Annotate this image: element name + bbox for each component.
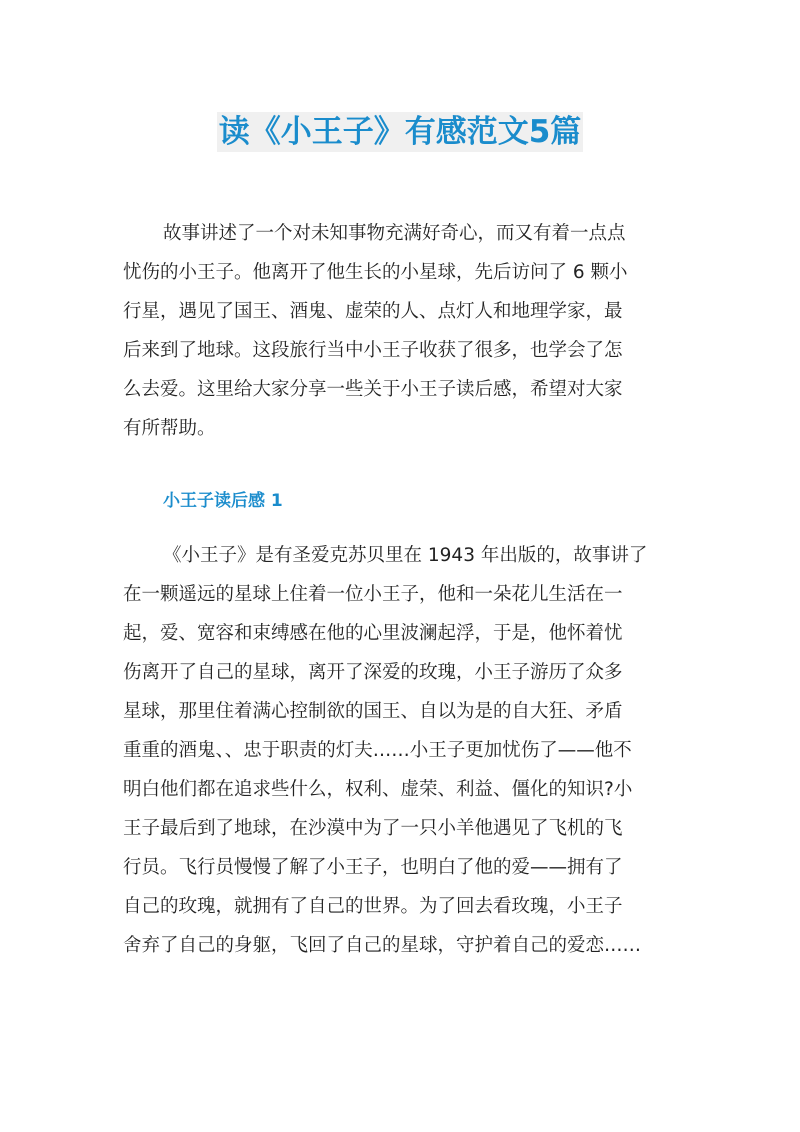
body-paragraph	[123, 536, 683, 965]
intro-paragraph	[123, 214, 683, 448]
text-line: 行员。飞行员慢慢了解了小王子，也明白了他的爱——拥有了	[123, 857, 623, 878]
section-heading: 小王子读后感 1	[163, 491, 283, 511]
text-line: 在一颗遥远的星球上住着一位小王子，他和一朵花儿生活在一	[123, 584, 623, 605]
text-line: 行星，遇见了国王、酒鬼、虚荣的人、点灯人和地理学家，最	[123, 301, 623, 322]
text-line: 重重的酒鬼、、忠于职责的灯夫……小王子更加忧伤了——他不	[123, 740, 632, 761]
text-line: 故事讲述了一个对未知事物充满好奇心，而又有着一点点	[163, 223, 626, 244]
document-title	[0, 106, 800, 151]
text-line: 起，爱、宽容和束缚感在他的心里波澜起浮，于是，他怀着忧	[123, 623, 623, 644]
text-line: 有所帮助。	[123, 418, 216, 439]
text-line: 明白他们都在追求些什么，权利、虚荣、利益、僵化的知识?小	[123, 779, 633, 800]
title-text: 读《小王子》有感范文5篇	[218, 114, 582, 150]
text-line: 星球，那里住着满心控制欲的国王、自以为是的自大狂、矛盾	[123, 701, 623, 722]
text-line: 后来到了地球。这段旅行当中小王子收获了很多，也学会了怎	[123, 340, 623, 361]
text-line: 《小王子》是有圣爱克苏贝里在 1943 年出版的，故事讲了	[163, 545, 648, 566]
text-line: 王子最后到了地球，在沙漠中为了一只小羊他遇见了飞机的飞	[123, 818, 623, 839]
text-line: 忧伤的小王子。他离开了他生长的小星球，先后访问了 6 颗小	[123, 262, 628, 283]
text-line: 么去爱。这里给大家分享一些关于小王子读后感，希望对大家	[123, 379, 623, 400]
text-line: 自己的玫瑰，就拥有了自己的世界。为了回去看玫瑰，小王子	[123, 896, 623, 917]
text-line: 伤离开了自己的星球，离开了深爱的玫瑰，小王子游历了众多	[123, 662, 623, 683]
text-line: 舍弃了自己的身躯，飞回了自己的星球，守护着自己的爱恋……	[123, 935, 642, 956]
